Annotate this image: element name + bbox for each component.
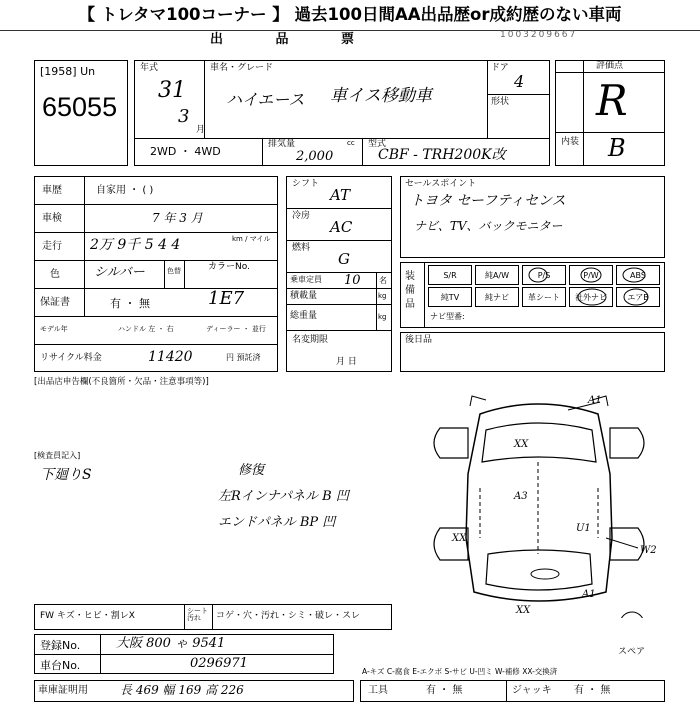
- notes-label: 後日品: [405, 335, 433, 345]
- cert-value: 長 469 幅 169 高 226: [120, 683, 244, 697]
- equip-navi: 純ナビ: [475, 287, 519, 307]
- jack-label: ジャッキ: [512, 685, 552, 696]
- spare-label: スペア: [618, 647, 646, 657]
- equip-pw: P/W: [569, 265, 613, 285]
- seat-label: シート汚れ: [187, 607, 208, 622]
- displacement-value: 2,000: [296, 149, 334, 164]
- month-value: 3: [178, 106, 190, 127]
- history-value: 自家用 ・ ( ): [96, 185, 154, 196]
- notes-box: [400, 332, 665, 372]
- inspector-line-2: 左Rインナパネル B 凹: [218, 489, 349, 504]
- eval-score: R: [596, 76, 628, 125]
- inspector-left: 下廻りS: [40, 467, 92, 483]
- damage-mark-xx-left: XX: [452, 533, 467, 544]
- model-label: 型式: [368, 139, 387, 149]
- equip-tv: 純TV: [428, 287, 472, 307]
- jack-value: 有 ・ 無: [574, 685, 611, 696]
- mileage-unit: km / マイル: [232, 235, 271, 243]
- model-code: CBF - TRH200K改: [378, 147, 506, 163]
- equip-aw: 純A/W: [475, 265, 519, 285]
- body-label: 形状: [491, 97, 510, 107]
- damage-mark-xx-front: XX: [514, 439, 529, 450]
- mileage-value: 2万 9千 5 4 4: [90, 237, 181, 253]
- equip-sr: S/R: [428, 265, 472, 285]
- warranty-value: 有 ・ 無: [110, 297, 150, 310]
- tools-label: 工具: [368, 685, 388, 696]
- inspector-label: [検査員記入]: [34, 451, 81, 460]
- fuel-label: 燃料: [292, 243, 311, 253]
- capacity-value: 10: [344, 273, 361, 288]
- year-label: 年式: [140, 63, 159, 73]
- color-value: シルバー: [94, 265, 145, 280]
- damage-legend: A-キズ C-腐食 E-エクボ S-サビ U-凹ミ W-補修 XX-交換済: [362, 667, 558, 676]
- equip-ps: P/S: [522, 265, 566, 285]
- banner-title: 【 トレタマ100コーナー 】 過去100日間AA出品歴or成約歴のない車両: [0, 0, 700, 31]
- displacement-label: 排気量: [268, 139, 296, 149]
- equip-aftermarket-navi: 社外ナビ: [569, 287, 613, 307]
- ac-value: AC: [330, 218, 353, 236]
- recycle-value: 11420: [148, 349, 193, 365]
- load-label: 積載量: [290, 291, 318, 301]
- chassis-value: 0296971: [190, 656, 248, 671]
- inspection-label: 車検: [42, 213, 62, 224]
- change-label: 名変期限: [292, 335, 329, 345]
- damage-mark-xx-rear: XX: [516, 605, 531, 616]
- weight-label: 総重量: [290, 311, 318, 321]
- damage-mark-a3: A3: [514, 491, 528, 502]
- year-value: 31: [158, 78, 186, 103]
- damage-mark-a1-top: A1: [588, 395, 602, 406]
- sales-label: セールスポイント: [405, 179, 477, 189]
- drive-type: 2WD ・ 4WD: [150, 145, 221, 158]
- damage-mark-w2: W2: [640, 545, 657, 556]
- lot-tag: [1958] Un: [40, 65, 96, 78]
- damage-mark-a1-rear: A1: [582, 589, 596, 600]
- equip-leather: 革シート: [522, 287, 566, 307]
- door-label: ドア: [491, 63, 509, 73]
- inspection-value: 7 年 3 月: [152, 211, 203, 225]
- capacity-label: 乗車定員: [290, 275, 322, 284]
- tools-value: 有 ・ 無: [426, 685, 463, 696]
- inspector-line-3: エンドパネル BP 凹: [218, 515, 336, 530]
- month-unit: 月: [196, 125, 206, 135]
- cc-unit: cc: [347, 139, 355, 147]
- dealer-label: ディーラー ・ 並行: [206, 325, 266, 333]
- load-unit: kg: [378, 292, 387, 300]
- colorno-label: カラーNo.: [208, 262, 250, 272]
- ac-label: 冷房: [292, 211, 311, 221]
- recycle-unit: 円 預託済: [226, 353, 261, 362]
- car-name: ハイエース: [226, 90, 305, 109]
- color-label: 色: [50, 269, 60, 280]
- capacity-unit: 名: [379, 276, 387, 285]
- shift-value: AT: [330, 186, 351, 204]
- recycle-label: リサイクル料金: [40, 353, 102, 363]
- mileage-label: 走行: [42, 241, 62, 252]
- info-box: [34, 176, 278, 372]
- reg-label: 登録No.: [40, 639, 81, 652]
- eval-label: 評価点: [596, 61, 624, 71]
- name-label: 車名・グレード: [210, 63, 274, 73]
- car-damage-diagram: [410, 388, 665, 618]
- car-grade: 車イス移動車: [330, 86, 432, 106]
- sheet-title: 出 品 票: [210, 32, 379, 47]
- history-label: 車歴: [42, 185, 62, 196]
- damage-mark-u1: U1: [576, 523, 591, 534]
- sales-line-1: トヨタ セーフティセンス: [410, 193, 566, 209]
- shift-label: シフト: [292, 179, 320, 189]
- equip-abs: ABS: [616, 265, 660, 285]
- fw-condition: FW キズ・ヒビ・割レX: [40, 611, 135, 621]
- repaint-label: 色替: [167, 267, 181, 275]
- lot-number: 65055: [42, 92, 118, 122]
- handle-label: ハンドル 左 ・ 右: [118, 325, 174, 333]
- warranty-label: 保証書: [40, 297, 70, 308]
- navi-model-label: ナビ型番:: [430, 312, 465, 321]
- inspector-line-1: 修復: [238, 463, 265, 478]
- fuel-value: G: [338, 250, 350, 268]
- weight-unit: kg: [378, 313, 387, 321]
- chassis-label: 車台No.: [40, 659, 81, 672]
- door-count: 4: [514, 72, 525, 91]
- seller-label: [出品店申告欄(不良箇所・欠品・注意事項等)]: [34, 377, 209, 387]
- reg-value: 大阪 800 ゃ 9541: [116, 636, 226, 651]
- interior-label: 内装: [561, 137, 580, 147]
- change-unit: 月 日: [336, 357, 357, 367]
- serial-number: 1003209667: [500, 30, 578, 40]
- sales-line-2: ナビ、TV、バックモニター: [414, 219, 563, 233]
- equip-label: 装備品: [405, 271, 415, 310]
- colorno-value: 1E7: [208, 288, 245, 309]
- cert-label: 車庫証明用: [38, 685, 88, 696]
- model-year-label: モデル年: [40, 325, 68, 333]
- seat-condition: コゲ・穴・汚れ・シミ・破レ・スレ: [216, 611, 361, 621]
- interior-score: B: [608, 134, 626, 162]
- equip-airbag: エアB: [616, 287, 660, 307]
